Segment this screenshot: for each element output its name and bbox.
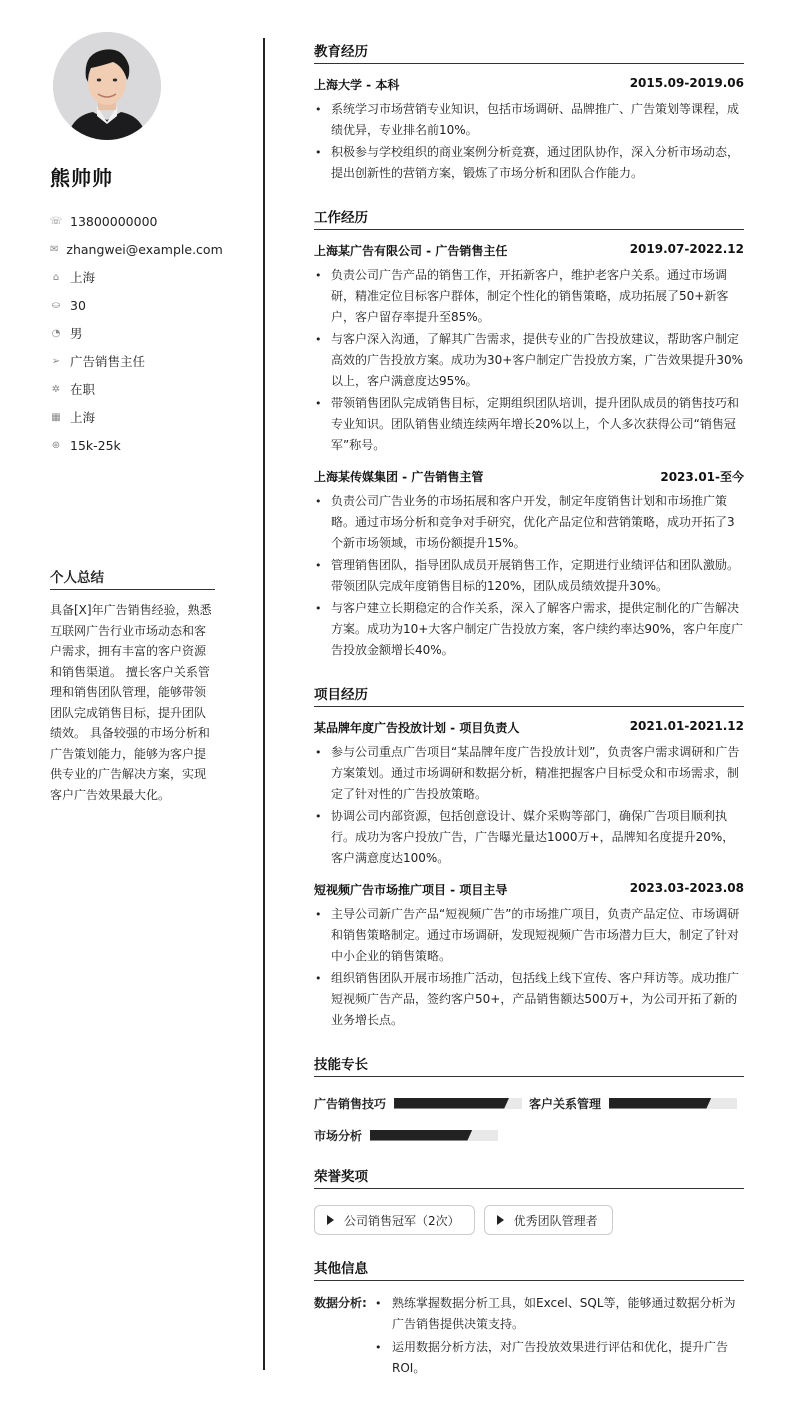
bullet-item: • 协调公司内部资源，包括创意设计、媒介采购等部门，确保广告项目顺利执行。成功为客户投放广告，广告曝光量达1000万+，品牌知名度提升20%，客户满意度达100%。 xyxy=(314,806,744,869)
building-icon: ▦ xyxy=(51,411,61,423)
salary-icon: ⊛ xyxy=(51,439,61,451)
contact-info-text: 上海 xyxy=(70,410,96,425)
honor-tag xyxy=(484,1205,613,1235)
entry-date: 2015.09-2019.06 xyxy=(629,76,744,90)
honor-tag xyxy=(314,1205,475,1235)
play-icon xyxy=(327,1215,334,1225)
entry-header xyxy=(314,881,744,898)
vertical-divider xyxy=(263,38,265,1370)
other-row xyxy=(314,1293,744,1381)
bullet-item: • 负责公司广告业务的市场拓展和客户开发，制定年度销售计划和市场推广策略。通过市场分析和竞争对手研究，优化产品定位和营销策略，成功开拓了3个新市场领域，市场份额提升15%。 xyxy=(314,491,744,554)
phone-icon: ☏ xyxy=(49,215,63,227)
skill-item xyxy=(314,1119,529,1151)
gender-icon: ◔ xyxy=(51,327,61,339)
skill-bar-fill xyxy=(609,1098,711,1109)
skill-item xyxy=(529,1087,744,1119)
skill-bar xyxy=(609,1098,737,1109)
education-entries xyxy=(314,76,744,184)
entry-date: 2019.07-2022.12 xyxy=(629,242,744,256)
contact-info-text: 30 xyxy=(70,297,86,313)
bullet-item: • 与客户建立长期稳定的合作关系，深入了解客户需求，提供定制化的广告解决方案。成功为10+大客户制定广告投放方案，客户续约率达90%，客户年度广告投放金额增长40%。 xyxy=(314,598,744,661)
other-label: 数据分析: xyxy=(314,1296,367,1310)
mail-icon: ✉ xyxy=(50,243,59,255)
age-icon: ⛀ xyxy=(51,299,61,311)
entry-header xyxy=(314,719,744,736)
entry-title: 上海某广告有限公司 - 广告销售主任 xyxy=(314,244,508,258)
projects-title: 项目经历 xyxy=(314,683,744,707)
sidebar xyxy=(49,32,223,459)
summary-section xyxy=(50,566,215,805)
status-icon: ✲ xyxy=(51,383,61,395)
skills-title: 技能专长 xyxy=(314,1053,744,1077)
entry-date: 2023.01-至今 xyxy=(660,470,744,484)
skill-bar-fill xyxy=(394,1098,509,1109)
contact-info-text: 15k-25k xyxy=(70,437,121,453)
bullet-item: • 系统学习市场营销专业知识，包括市场调研、品牌推广、广告策划等课程，成绩优异，专业排名前10%。 xyxy=(314,99,744,141)
skills-section xyxy=(314,1053,744,1151)
entry-title: 上海大学 - 本科 xyxy=(314,78,400,92)
other-title: 其他信息 xyxy=(314,1257,744,1281)
avatar xyxy=(53,32,161,140)
education-title: 教育经历 xyxy=(314,40,744,64)
honors-section xyxy=(314,1165,744,1235)
entry-header xyxy=(314,242,744,259)
other-list xyxy=(374,1293,744,1381)
play-icon xyxy=(497,1215,504,1225)
honor-label: 公司销售冠军（2次） xyxy=(344,1213,460,1228)
entry-title: 某品牌年度广告投放计划 - 项目负责人 xyxy=(314,721,520,735)
contact-info-text: 13800000000 xyxy=(70,213,158,229)
contact-info-text: 男 xyxy=(70,326,83,341)
bullet-item: • 熟练掌握数据分析工具，如Excel、SQL等，能够通过数据分析为广告销售提供决策支持。 xyxy=(374,1293,744,1335)
honor-label: 优秀团队管理者 xyxy=(513,1213,598,1228)
bullet-item: • 带领销售团队完成销售目标，定期组织团队培训，提升团队成员的销售技巧和专业知识。团队销售业绩连续两年增长20%以上，个人多次获得公司“销售冠军”称号。 xyxy=(314,393,744,456)
entry-bullets xyxy=(314,265,744,456)
main-content xyxy=(314,40,744,1395)
entry-bullets xyxy=(314,99,744,184)
entry-bullets xyxy=(314,491,744,661)
contact-info-item xyxy=(50,375,215,403)
skill-bar-fill xyxy=(370,1130,472,1141)
skill-name: 市场分析 xyxy=(314,1128,363,1143)
skills-list xyxy=(314,1087,744,1151)
contact-info-text: zhangwei@example.com xyxy=(66,241,223,257)
bullet-item: • 运用数据分析方法，对广告投放效果进行评估和优化，提升广告ROI。 xyxy=(374,1337,744,1379)
contact-info-text: 在职 xyxy=(70,382,96,397)
bullet-item: • 参与公司重点广告项目“某品牌年度广告投放计划”，负责客户需求调研和广告方案策划。通过市场调研和数据分析，精准把握客户目标受众和市场需求，制定了针对性的广告投放策略。 xyxy=(314,742,744,805)
bullet-item: • 与客户深入沟通，了解其广告需求，提供专业的广告投放建议，帮助客户制定高效的广告投放方案。成功为30+客户制定广告投放方案，广告效果提升30%以上，客户满意度达95%。 xyxy=(314,329,744,392)
bullet-item: • 管理销售团队，指导团队成员开展销售工作，定期进行业绩评估和团队激励。带领团队完成年度销售目标的120%，团队成员绩效提升30%。 xyxy=(314,555,744,597)
contact-info-item xyxy=(50,347,215,375)
bullet-item: • 积极参与学校组织的商业案例分析竞赛，通过团队协作，深入分析市场动态，提出创新性的营销方案，锻炼了市场分析和团队合作能力。 xyxy=(314,142,744,184)
work-section xyxy=(314,206,744,661)
skill-item xyxy=(314,1087,529,1119)
skill-name: 广告销售技巧 xyxy=(314,1096,387,1111)
work-entries xyxy=(314,242,744,661)
entry-header xyxy=(314,468,744,485)
summary-title: 个人总结 xyxy=(50,566,215,590)
projects-section xyxy=(314,683,744,1031)
entry-bullets xyxy=(314,742,744,869)
contact-info-text: 广告销售主任 xyxy=(70,354,146,369)
projects-entries xyxy=(314,719,744,1031)
contact-info-item xyxy=(50,263,215,291)
bullet-item: • 组织销售团队开展市场推广活动，包括线上线下宣传、客户拜访等。成功推广短视频广告产品，签约客户50+，产品销售额达500万+，为公司开拓了新的业务增长点。 xyxy=(314,968,744,1031)
entry-bullets xyxy=(314,904,744,1031)
contact-info-item xyxy=(50,235,223,263)
work-title: 工作经历 xyxy=(314,206,744,230)
contact-info-item xyxy=(50,431,215,459)
contact-info-item xyxy=(50,291,215,319)
bullet-item: • 负责公司广告产品的销售工作，开拓新客户，维护老客户关系。通过市场调研，精准定位目标客户群体，制定个性化的销售策略，成功拓展了50+新客户，客户留存率提升至85%。 xyxy=(314,265,744,328)
education-section xyxy=(314,40,744,184)
contact-info-list xyxy=(49,207,223,459)
contact-info-text: 上海 xyxy=(70,270,96,285)
home-icon: ⌂ xyxy=(52,271,60,283)
candidate-name: 熊帅帅 xyxy=(50,166,113,190)
entry-date: 2021.01-2021.12 xyxy=(629,719,744,733)
contact-info-item xyxy=(50,403,215,431)
contact-info-item xyxy=(50,319,215,347)
entry-header xyxy=(314,76,744,93)
contact-info-item xyxy=(50,207,215,235)
bullet-item: • 主导公司新广告产品“短视频广告”的市场推广项目，负责产品定位、市场调研和销售策略制定。通过市场调研，发现短视频广告市场潜力巨大，制定了针对中小企业的销售策略。 xyxy=(314,904,744,967)
entry-date: 2023.03-2023.08 xyxy=(629,881,744,895)
skill-bar xyxy=(394,1098,522,1109)
summary-text: 具备[X]年广告销售经验，熟悉互联网广告行业市场动态和客户需求，拥有丰富的客户资源和销售渠道。 擅长客户关系管理和销售团队管理，能够带领团队完成销售目标，提升团队绩效。 具备较强的市场分析和广告策划能力，能够为客户提供专业的广告解决方案，实现客户广告效果最大化。 xyxy=(50,603,212,802)
send-icon: ➢ xyxy=(51,355,61,367)
entry-title: 短视频广告市场推广项目 - 项目主导 xyxy=(314,883,508,897)
entry-title: 上海某传媒集团 - 广告销售主管 xyxy=(314,470,484,484)
honors-title: 荣誉奖项 xyxy=(314,1165,744,1189)
honors-list xyxy=(314,1205,744,1235)
skill-bar xyxy=(370,1130,498,1141)
avatar-portrait xyxy=(53,32,161,140)
other-section xyxy=(314,1257,744,1381)
skill-name: 客户关系管理 xyxy=(529,1096,602,1111)
